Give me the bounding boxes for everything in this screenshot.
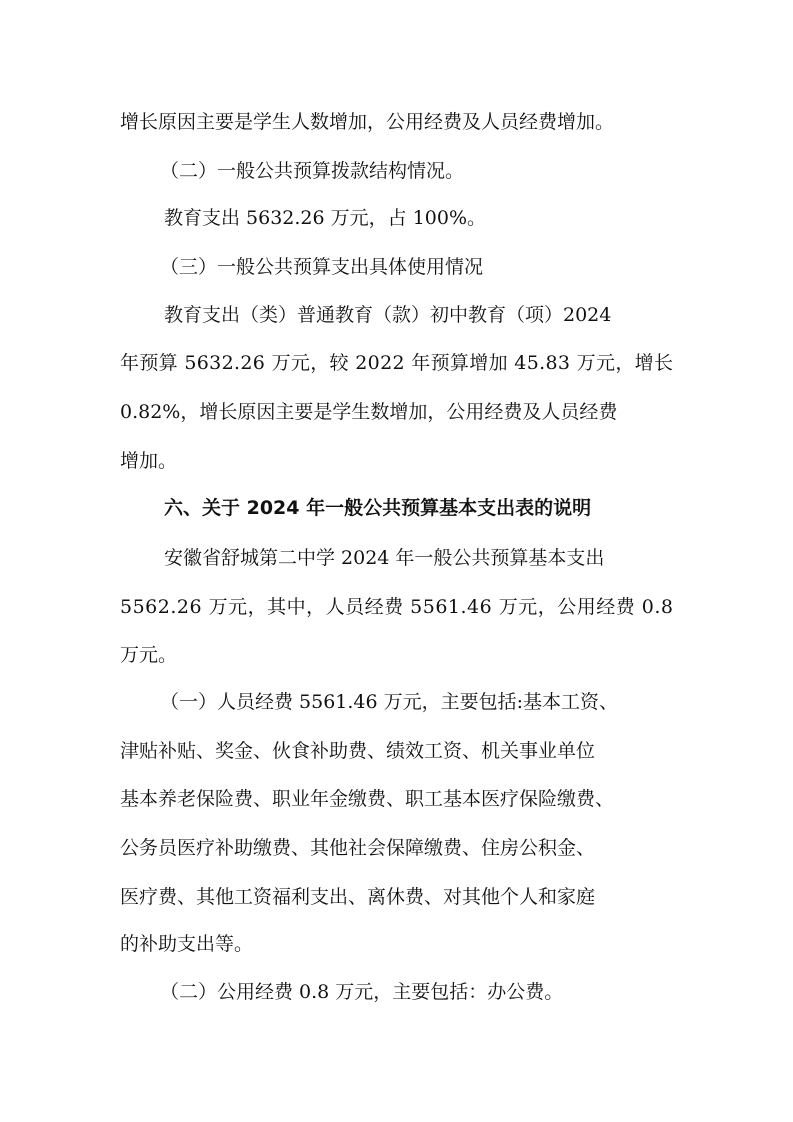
- paragraph-line: [0, 201, 793, 235]
- paragraph-line: [0, 638, 793, 672]
- paragraph-line: [0, 444, 793, 478]
- line-text: 5562.26 万元，其中，人员经费 5561.46 万元，公用经费 0.8: [120, 596, 674, 618]
- paragraph-line: [0, 541, 793, 575]
- paragraph-line: [0, 880, 793, 914]
- paragraph-line: [0, 782, 793, 816]
- line-text: （三）一般公共预算支出具体使用情况: [160, 256, 484, 278]
- paragraph-line: [0, 105, 793, 139]
- paragraph-line: [0, 346, 793, 380]
- line-text: 津贴补贴、奖金、伙食补助费、绩效工资、机关事业单位: [120, 740, 596, 762]
- line-text: （二）一般公共预算拨款结构情况。: [160, 160, 465, 182]
- paragraph-line: [0, 685, 793, 719]
- line-text: 教育支出 5632.26 万元，占 100%。: [164, 207, 487, 229]
- paragraph-line: [0, 975, 793, 1009]
- paragraph-line: [0, 298, 793, 332]
- line-text: 公务员医疗补助缴费、其他社会保障缴费、住房公积金、: [120, 837, 596, 859]
- line-text: 0.82%，增长原因主要是学生数增加，公用经费及人员经费: [120, 401, 618, 423]
- line-text: （一）人员经费 5561.46 万元，主要包括:基本工资、: [160, 691, 619, 713]
- line-text: 增加。: [120, 450, 178, 472]
- paragraph-line: [0, 154, 793, 188]
- paragraph-line: [0, 395, 793, 429]
- paragraph-line: [0, 734, 793, 768]
- line-text: （二）公用经费 0.8 万元，主要包括：办公费。: [160, 981, 564, 1003]
- paragraph-line: [0, 927, 793, 961]
- line-text: 增长原因主要是学生人数增加，公用经费及人员经费增加。: [120, 111, 615, 133]
- paragraph-line: [0, 831, 793, 865]
- paragraph-line: [0, 250, 793, 284]
- line-text: 安徽省舒城第二中学 2024 年一般公共预算基本支出: [164, 547, 605, 569]
- line-text: 万元。: [120, 644, 178, 666]
- paragraph-line: [0, 590, 793, 624]
- line-text: 教育支出（类）普通教育（款）初中教育（项）2024: [164, 304, 612, 326]
- line-text: 的补助支出等。: [120, 933, 254, 955]
- line-text: 医疗费、其他工资福利支出、离休费、对其他个人和家庭: [120, 886, 596, 908]
- line-text: 基本养老保险费、职业年金缴费、职工基本医疗保险缴费、: [120, 788, 615, 810]
- section-heading-text: 六、关于 2024 年一般公共预算基本支出表的说明: [164, 497, 592, 519]
- line-text: 年预算 5632.26 万元，较 2022 年预算增加 45.83 万元，增长: [120, 352, 674, 374]
- section-heading: [0, 491, 793, 525]
